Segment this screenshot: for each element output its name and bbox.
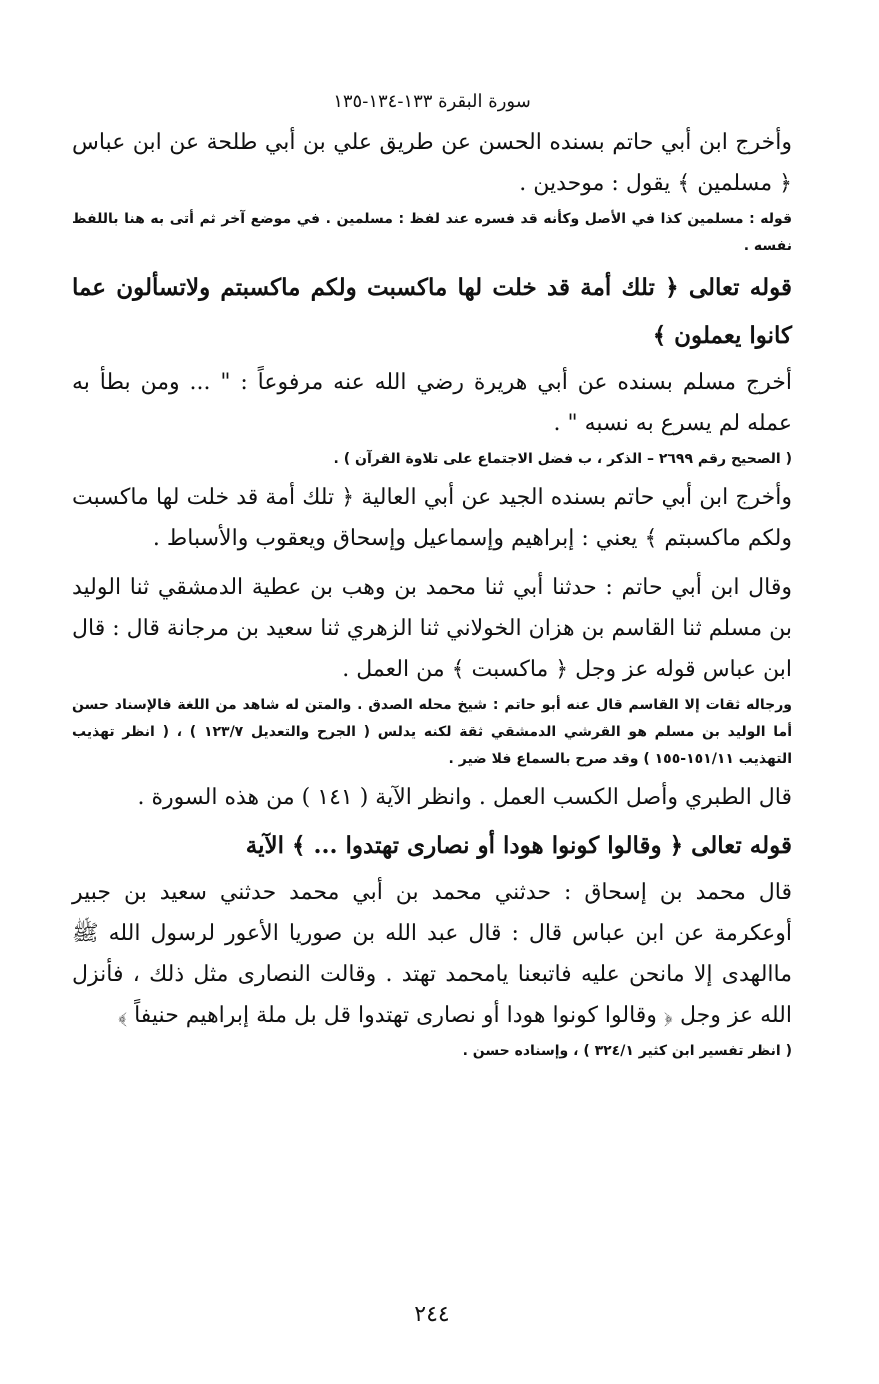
- verse-heading-2: قوله تعالى ﴿ وقالوا كونوا هودا أو نصارى تهتدوا ... ﴾ الآية: [245, 832, 792, 859]
- verse-heading-1: قوله تعالى ﴿ تلك أمة قد خلت لها ماكسبت ولكم ماكسبتم ولاتسألون عما كانوا يعملون ﴾: [72, 274, 792, 349]
- spacer: [72, 559, 792, 567]
- paragraph-2: أخرج مسلم بسنده عن أبي هريرة رضي الله عنه مرفوعاً : " ... ومن بطأ به عمله لم يسرع به نسبه " .: [72, 370, 792, 436]
- footnote-2: ( الصحيح رقم ٢٦٩٩ – الذكر ، ب فضل الاجتماع على تلاوة القرآن ) .: [333, 451, 792, 467]
- paragraph-6: قال محمد بن إسحاق : حدثني محمد بن أبي محمد حدثني سعيد بن جبير أوعكرمة عن ابن عباس قال : قال عبد الله بن صوريا الأعور لرسول الله ﷺ ماالهدى إلا مانحن عليه فاتبعنا يامحمد تهتد . وقالت النصارى مثل ذلك ، فأنزل الله عز وجل ﴿ وقالوا كونوا هودا أو نصارى تهتدوا قل بل ملة إبراهيم حنيفاً ﴾: [72, 880, 792, 1028]
- page-number: ٢٤٤: [414, 1302, 450, 1327]
- paragraph-3: وأخرج ابن أبي حاتم بسنده الجيد عن أبي العالية ﴿ تلك أمة قد خلت لها ماكسبت ولكم ماكسبتم ﴾ يعني : إبراهيم وإسماعيل وإسحاق ويعقوب والأسباط .: [72, 485, 792, 551]
- footnote-1: قوله : مسلمين كذا في الأصل وكأنه قد فسره عند لفظ : مسلمين . في موضع آخر ثم أتى به هنا باللفظ نفسه .: [72, 211, 792, 254]
- paragraph-4: وقال ابن أبي حاتم : حدثنا أبي ثنا محمد بن وهب بن عطية الدمشقي ثنا الوليد بن مسلم ثنا القاسم بن هزان الخولاني ثنا الزهري ثنا سعيد بن مرجانة قال : قال ابن عباس قوله عز وجل ﴿ ماكسبت ﴾ من العمل .: [72, 575, 792, 682]
- paragraph-1: وأخرج ابن أبي حاتم بسنده الحسن عن طريق علي بن أبي طلحة عن ابن عباس ﴿ مسلمين ﴾ يقول : موحدين .: [72, 130, 792, 196]
- footnote-3: ورجاله ثقات إلا القاسم قال عنه أبو حاتم : شيخ محله الصدق . والمتن له شاهد من اللغة فالإسناد حسن أما الوليد بن مسلم هو القرشي الدمشقي ثقة لكنه يدلس ( الجرح والتعديل ١٢٣/٧ ) ، ( انظر تهذيب التهذيب ١٥١/١١-١٥٥ ) وقد صرح بالسماع فلا ضير .: [72, 697, 792, 767]
- running-header: سورة البقرة ١٣٣-١٣٤-١٣٥: [333, 91, 531, 112]
- footnote-4: ( انظر تفسير ابن كثير ٣٢٤/١ ) ، وإسناده حسن .: [462, 1043, 792, 1059]
- paragraph-5: قال الطبري وأصل الكسب العمل . وانظر الآية ( ١٤١ ) من هذه السورة .: [137, 785, 792, 810]
- book-page: [72, 88, 792, 1348]
